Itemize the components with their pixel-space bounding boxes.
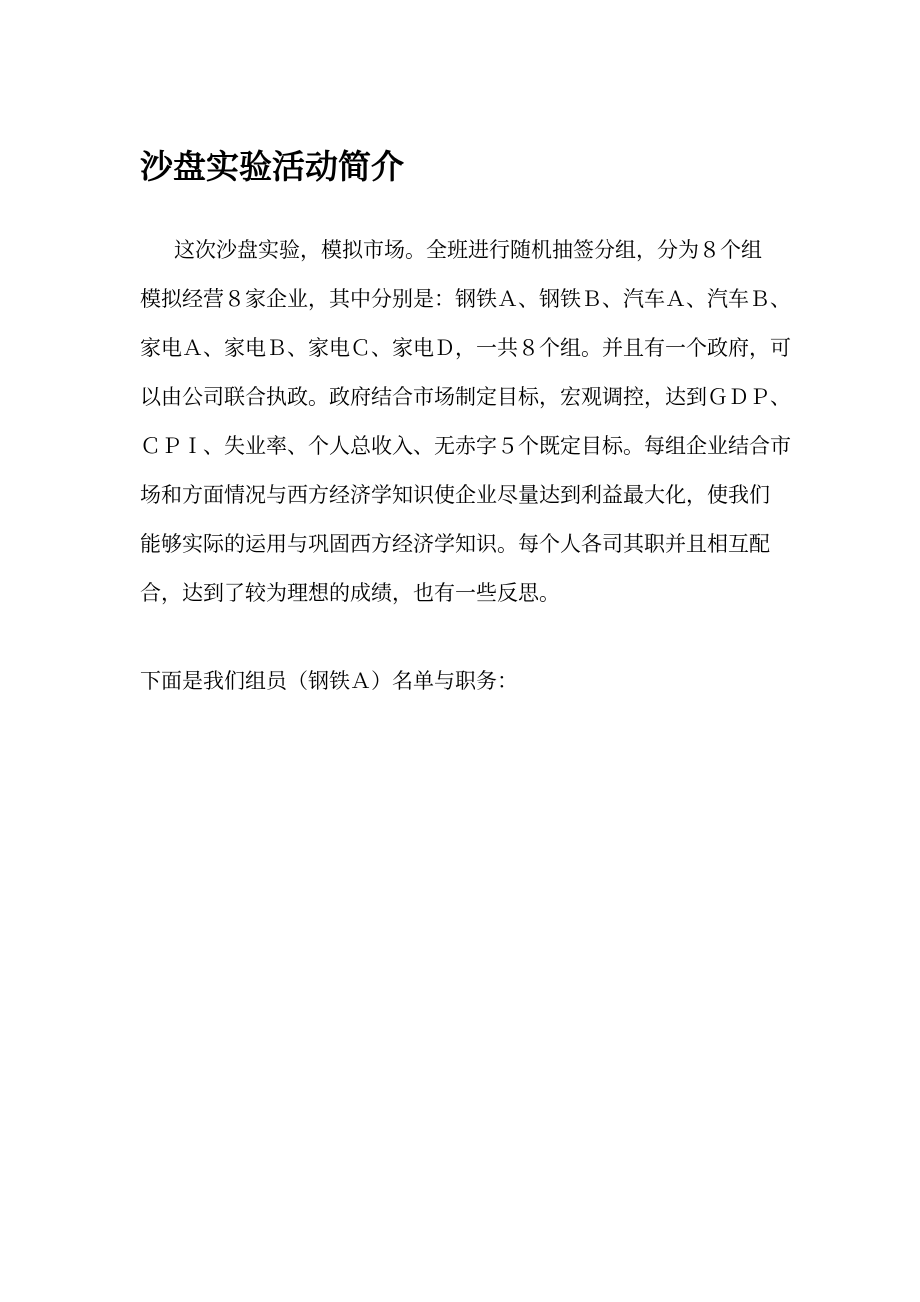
intro-paragraph: [140, 226, 791, 618]
intro-line-8: 合，达到了较为理想的成绩，也有一些反思。: [140, 581, 560, 605]
intro-line-3: 家电Ａ、家电Ｂ、家电Ｃ、家电Ｄ，一共８个组。并且有一个政府，可: [140, 336, 791, 360]
intro-line-4: 以由公司联合执政。政府结合市场制定目标，宏观调控，达到ＧＤＰ、: [140, 385, 791, 409]
document-title: 沙盘实验活动简介: [140, 147, 404, 186]
intro-line-1: 这次沙盘实验，模拟市场。全班进行随机抽签分组，分为８个组: [174, 238, 762, 262]
intro-line-5: ＣＰＩ、失业率、个人总收入、无赤字５个既定目标。每组企业结合市: [140, 434, 791, 458]
member-list-intro: 下面是我们组员（钢铁Ａ）名单与职务：: [140, 669, 518, 693]
intro-line-6: 场和方面情况与西方经济学知识使企业尽量达到利益最大化，使我们: [140, 483, 770, 507]
intro-line-2: 模拟经营８家企业，其中分别是：钢铁Ａ、钢铁Ｂ、汽车Ａ、汽车Ｂ、: [140, 287, 791, 311]
intro-line-7: 能够实际的运用与巩固西方经济学知识。每个人各司其职并且相互配: [140, 532, 770, 556]
